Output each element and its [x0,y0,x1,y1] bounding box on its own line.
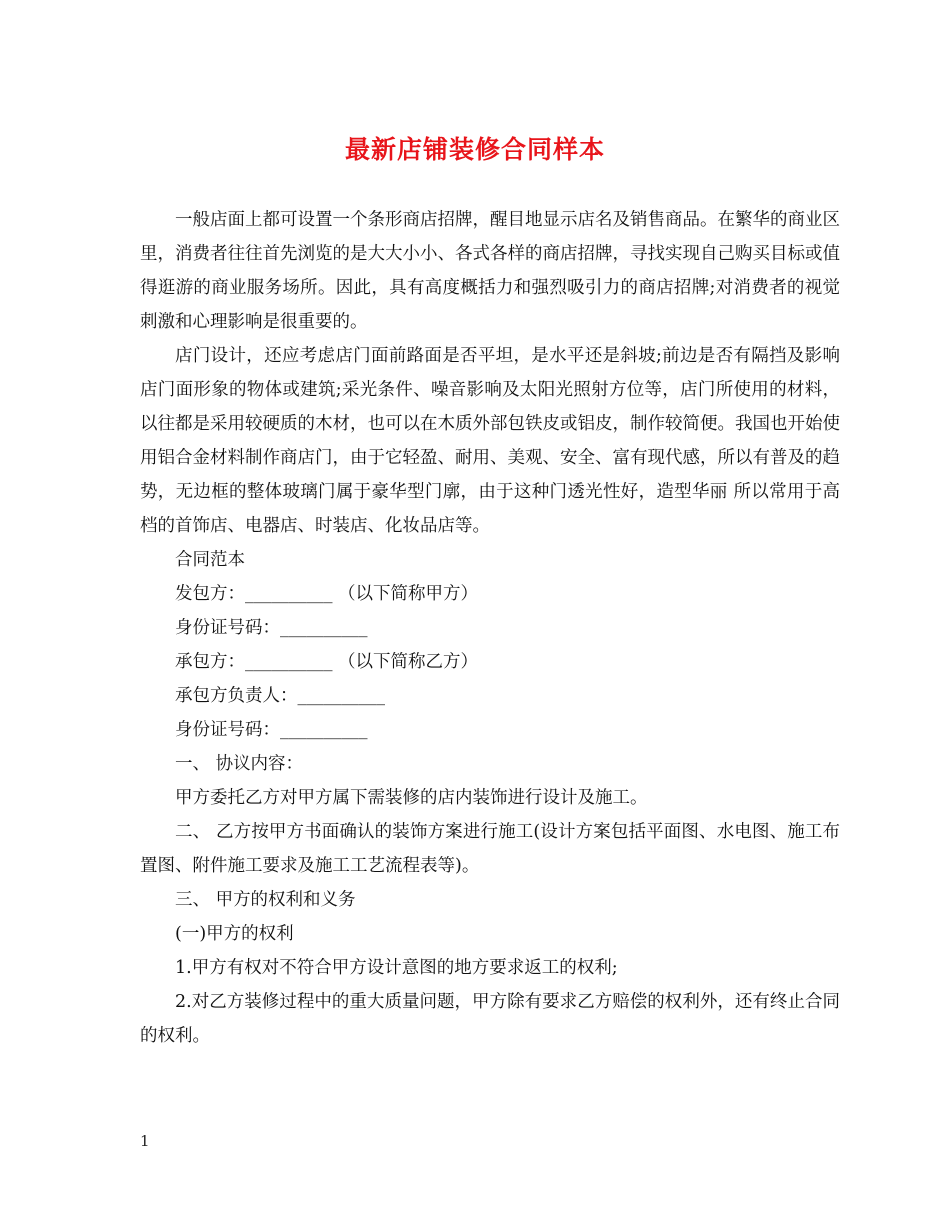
document-title: 最新店铺装修合同样本 [344,135,605,164]
intro-paragraph-signboard: 一般店面上都可设置一个条形商店招牌，醒目地显示店名及销售商品。在繁华的商业区里，消费者往往首先浏览的是大大小小、各式各样的商店招牌，寻找实现自己购买目标或值得逛游的商业服务场所。因此，具有高度概括力和强烈吸引力的商店招牌;对消费者的视觉刺激和心理影响是很重要的。 [140,210,840,332]
section-1-heading: 一、 协议内容： [175,754,304,774]
page-number: 1 [140,1132,150,1150]
intro-paragraph-storefront: 店门设计，还应考虑店门面前路面是否平坦，是水平还是斜坡;前边是否有隔挡及影响店门面形象的物体或建筑;采光条件、噪音影响及太阳光照射方位等，店门所使用的材料，以往都是采用较硬质的木材，也可以在木质外部包铁皮或铝皮，制作较简便。我国也开始使用铝合金材料制作商店门，由于它轻盈、耐用、美观、安全、富有现代感，所以有普及的趋势，无边框的整体玻璃门属于豪华型门廓，由于这种门透光性好，造型华丽 所以常用于高档的首饰店、电器店、时装店、化妆品店等。 [140,346,840,536]
party-b-id-line: 身份证号码：__________ [175,720,368,740]
section-3-heading: 三、 甲方的权利和义务 [175,890,356,910]
document-body [140,203,840,1053]
contract-heading: 合同范本 [175,550,245,570]
party-a-line: 发包方：__________ （以下简称甲方） [175,584,479,604]
party-a-id-line: 身份证号码：__________ [175,618,368,638]
party-b-manager-line: 承包方负责人：__________ [175,686,385,706]
subsection-heading: (一)甲方的权利 [175,924,294,944]
section-1-text: 甲方委托乙方对甲方属下需装修的店内装饰进行设计及施工。 [175,788,648,808]
item-2: 2.对乙方装修过程中的重大质量问题，甲方除有要求乙方赔偿的权利外，还有终止合同的权利。 [140,992,840,1046]
item-1: 1.甲方有权对不符合甲方设计意图的地方要求返工的权利; [175,958,618,978]
party-b-line: 承包方：__________ （以下简称乙方） [175,652,479,672]
section-2-text: 二、 乙方按甲方书面确认的装饰方案进行施工(设计方案包括平面图、水电图、施工布置图、附件施工要求及施工工艺流程表等)。 [140,822,840,876]
